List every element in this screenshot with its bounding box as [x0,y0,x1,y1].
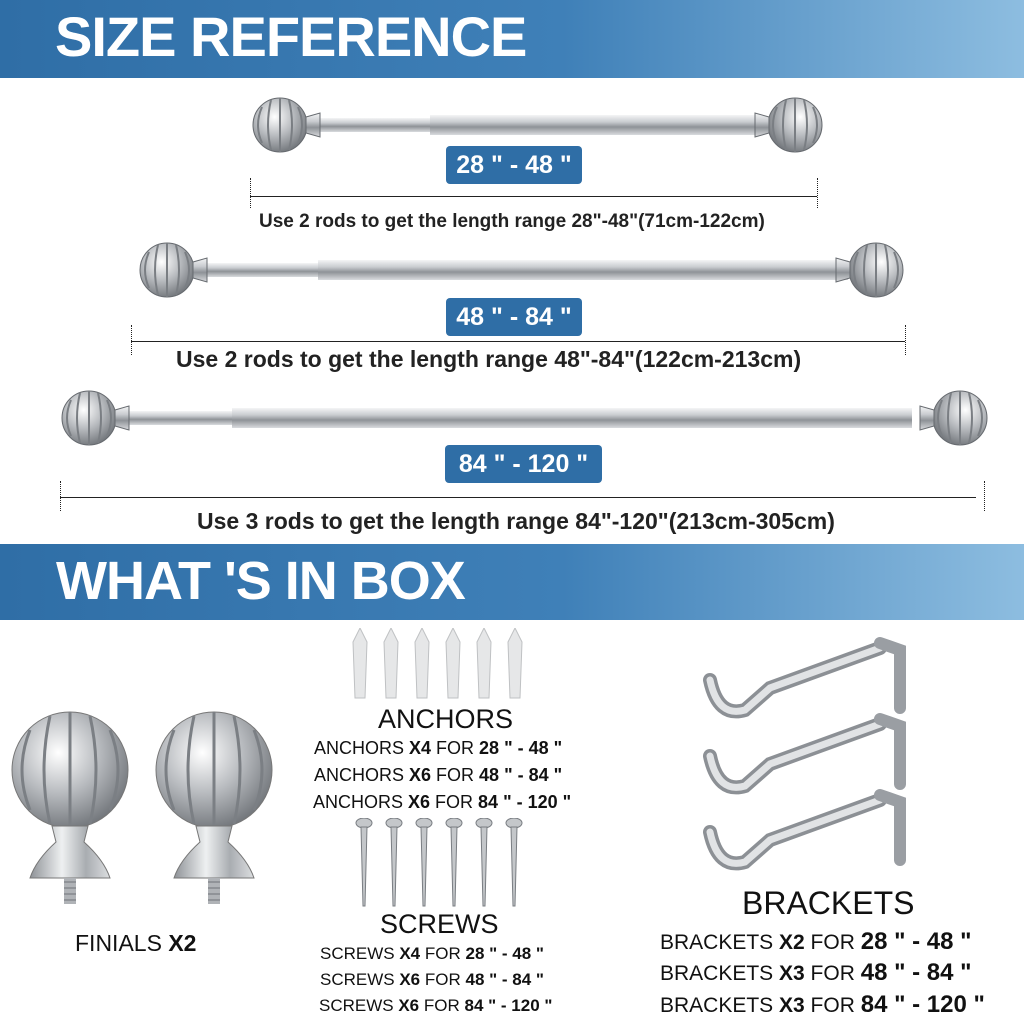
size-range-badge: 84 " - 120 " [445,445,602,483]
bracket-image [700,628,920,888]
rod-caption: Use 2 rods to get the length range 48"-84"(122cm-213cm) [176,346,802,372]
size-reference-banner [0,0,1024,78]
brackets-heading: BRACKETS [742,885,915,921]
brackets-spec-line: BRACKETS X3 FOR 48 " - 84 " [660,959,972,986]
brackets-spec-line: BRACKETS X2 FOR 28 " - 48 " [660,928,972,955]
anchors-spec-line: ANCHORS X4 FOR 28 " - 48 " [314,738,563,758]
dimension-line [250,196,817,197]
screws-heading: SCREWS [380,909,499,939]
screws-spec-line: SCREWS X6 FOR 48 " - 84 " [320,970,544,989]
dimension-line [60,497,976,498]
curtain-rod-image [0,235,1024,305]
finial-image [8,700,298,920]
screw-image [352,818,532,910]
anchors-spec-line: ANCHORS X6 FOR 84 " - 120 " [313,792,572,812]
finials-label: FINIALS X2 [75,930,197,956]
brackets-spec-line: BRACKETS X3 FOR 84 " - 120 " [660,991,985,1018]
dimension-tick [250,178,251,208]
whats-in-box-title: WHAT 'S IN BOX [56,551,465,611]
dimension-line [131,341,905,342]
size-reference-title: SIZE REFERENCE [55,5,527,68]
screws-spec-line: SCREWS X6 FOR 84 " - 120 " [319,996,553,1015]
size-range-badge: 28 " - 48 " [446,146,582,184]
whats-in-box-banner [0,544,1024,620]
curtain-rod-image [0,383,1024,453]
anchors-heading: ANCHORS [378,704,514,734]
size-range-badge: 48 " - 84 " [446,298,582,336]
rod-caption: Use 2 rods to get the length range 28"-48"(71cm-122cm) [259,211,765,232]
dimension-tick [131,325,132,355]
rod-caption: Use 3 rods to get the length range 84"-120"(213cm-305cm) [197,508,835,534]
dimension-tick [60,481,61,511]
screws-spec-line: SCREWS X4 FOR 28 " - 48 " [320,944,544,963]
dimension-tick [817,178,818,208]
dimension-tick [905,325,906,355]
dimension-tick [984,481,985,511]
anchor-image [345,628,535,700]
anchors-spec-line: ANCHORS X6 FOR 48 " - 84 " [314,765,563,785]
